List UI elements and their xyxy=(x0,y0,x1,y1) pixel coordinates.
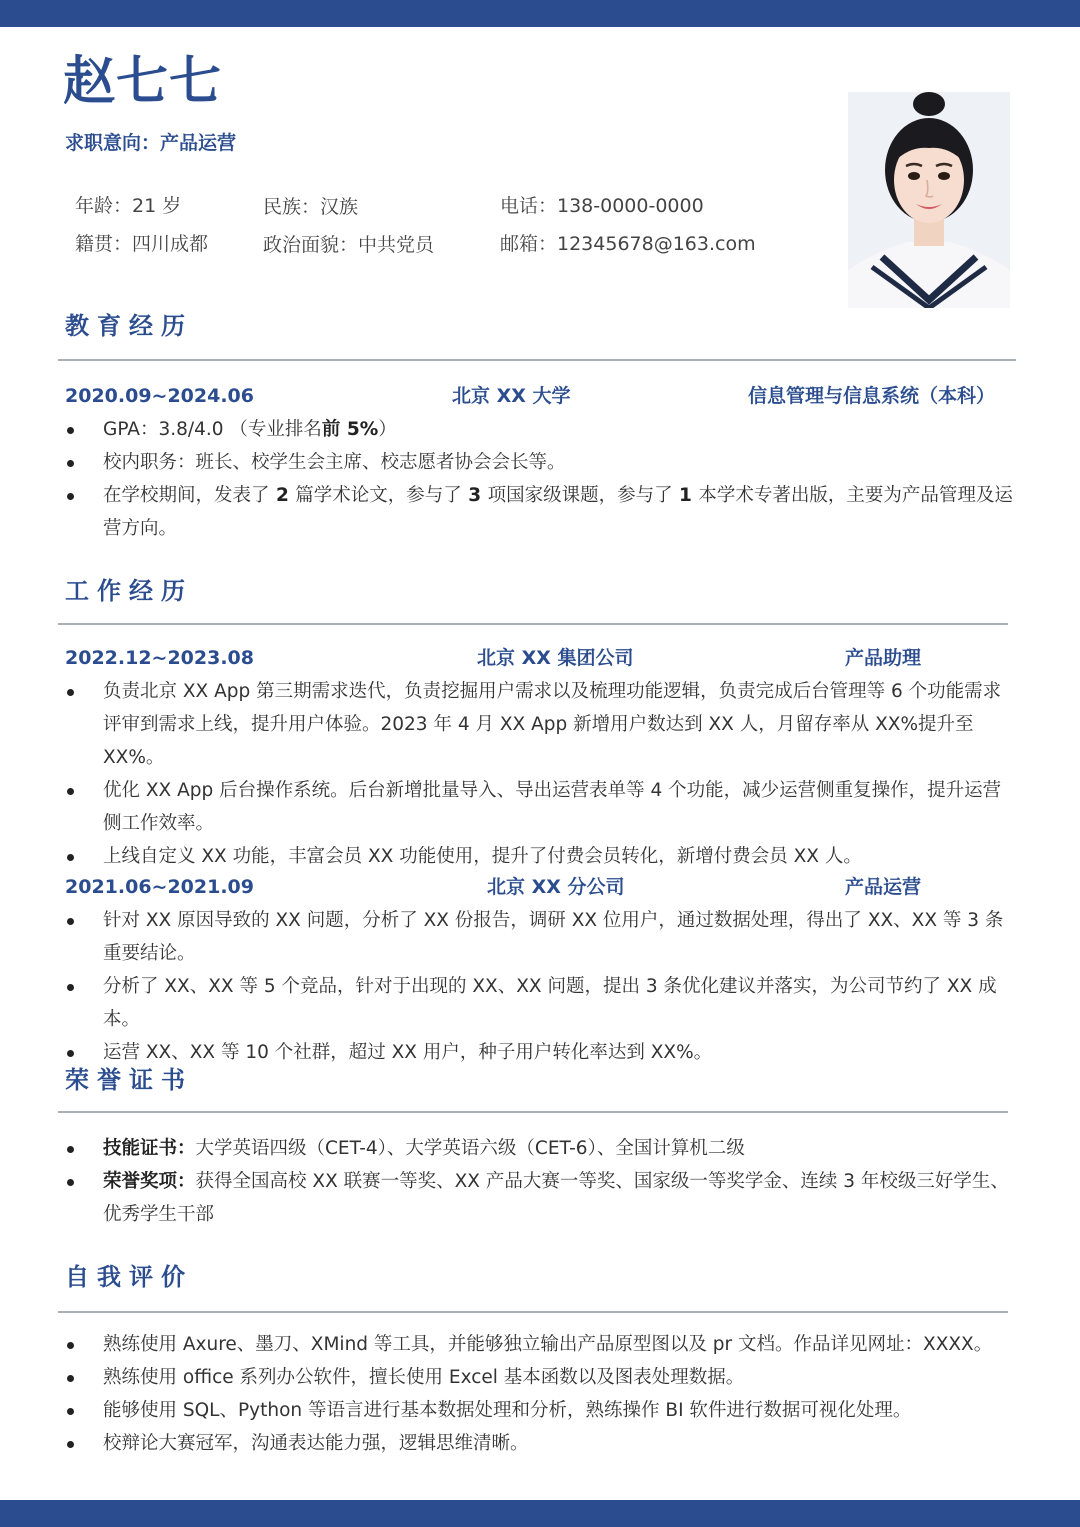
self-divider xyxy=(58,1311,1008,1313)
self-list xyxy=(65,1328,1017,1460)
list-item xyxy=(65,1394,1017,1427)
job2-company: 北京 XX 分公司 xyxy=(487,876,625,898)
honors-divider xyxy=(58,1111,1008,1113)
list-item xyxy=(65,675,1017,774)
research-text-a: 在学校期间，发表了 xyxy=(103,485,270,506)
education-list xyxy=(65,413,1017,545)
bottom-accent-bar xyxy=(0,1500,1080,1527)
info-phone: 电话：138-0000-0000 xyxy=(500,195,704,217)
gpa-rank: 前 5% xyxy=(321,419,379,440)
list-item xyxy=(65,1165,1017,1231)
self-section-title: 自我评价 xyxy=(65,1263,193,1291)
bullet-icon xyxy=(67,1342,74,1349)
self-item: 熟练使用 office 系列办公软件，擅长使用 Excel 基本函数以及图表处理数据。 xyxy=(103,1367,745,1388)
bullet-icon xyxy=(67,427,74,434)
work-section-title: 工作经历 xyxy=(65,577,193,605)
bullet-icon xyxy=(67,689,74,696)
campus-roles: 校内职务：班长、校学生会主席、校志愿者协会会长等。 xyxy=(103,452,566,473)
profile-photo xyxy=(848,92,1010,308)
list-item xyxy=(65,1036,1017,1069)
candidate-name: 赵七七 xyxy=(63,52,223,112)
education-divider xyxy=(58,359,1016,361)
bullet-icon xyxy=(67,984,74,991)
list-item xyxy=(65,413,1017,446)
job1-item: 优化 XX App 后台操作系统。后台新增批量导入、导出运营表单等 4 个功能，减少运营侧重复操作，提升运营侧工作效率。 xyxy=(103,780,1002,834)
list-item xyxy=(65,904,1017,970)
list-item xyxy=(65,970,1017,1036)
bullet-icon xyxy=(67,493,74,500)
bullet-icon xyxy=(67,918,74,925)
job1-list xyxy=(65,675,1017,873)
job-intent: 求职意向：产品运营 xyxy=(65,132,237,154)
list-item xyxy=(65,1427,1017,1460)
cert-label: 技能证书： xyxy=(103,1138,196,1159)
self-item: 熟练使用 Axure、墨刀、XMind 等工具，并能够独立输出产品原型图以及 pr 文档。作品详见网址：XXXX。 xyxy=(103,1334,993,1355)
list-item xyxy=(65,840,1017,873)
education-section-title: 教育经历 xyxy=(65,312,193,340)
job2-item: 针对 XX 原因导致的 XX 问题，分析了 XX 份报告，调研 XX 位用户，通过数据处理，得出了 XX、XX 等 3 条重要结论。 xyxy=(103,910,1004,964)
info-age: 年龄：21 岁 xyxy=(75,195,182,217)
work-divider xyxy=(58,623,1008,625)
education-school: 北京 XX 大学 xyxy=(452,385,571,407)
job1-item: 上线自定义 XX 功能，丰富会员 XX 功能使用，提升了付费会员转化，新增付费会员 XX 人。 xyxy=(103,846,862,867)
job2-item: 运营 XX、XX 等 10 个社群，超过 XX 用户，种子用户转化率达到 XX%。 xyxy=(103,1042,713,1063)
bullet-icon xyxy=(67,1408,74,1415)
list-item xyxy=(65,446,1017,479)
portrait-illustration xyxy=(848,92,1010,308)
project-count: 3 xyxy=(461,485,488,506)
honors-section-title: 荣誉证书 xyxy=(65,1066,193,1094)
bullet-icon xyxy=(67,1146,74,1153)
self-item: 校辩论大赛冠军，沟通表达能力强，逻辑思维清晰。 xyxy=(103,1433,529,1454)
self-item: 能够使用 SQL、Python 等语言进行基本数据处理和分析，熟练操作 BI 软件进行数据可视化处理。 xyxy=(103,1400,912,1421)
job1-role: 产品助理 xyxy=(845,647,922,669)
info-ethnicity: 民族：汉族 xyxy=(263,196,359,218)
job2-item: 分析了 XX、XX 等 5 个竞品，针对于出现的 XX、XX 问题，提出 3 条优化建议并落实，为公司节约了 XX 成本。 xyxy=(103,976,997,1030)
bullet-icon xyxy=(67,1179,74,1186)
education-period: 2020.09~2024.06 xyxy=(65,385,254,407)
book-count: 1 xyxy=(672,485,699,506)
award-text: 获得全国高校 XX 联赛一等奖、XX 产品大赛一等奖、国家级一等奖学金、连续 3 年校级三好学生、优秀学生干部 xyxy=(103,1171,1009,1225)
info-email: 邮箱：12345678@163.com xyxy=(500,233,756,255)
bullet-icon xyxy=(67,1050,74,1057)
job2-list xyxy=(65,904,1017,1069)
list-item xyxy=(65,1328,1017,1361)
gpa-suffix: ） xyxy=(378,419,397,440)
paper-count: 2 xyxy=(269,485,296,506)
honors-list xyxy=(65,1132,1017,1231)
cert-text: 大学英语四级（CET-4）、大学英语六级（CET-6）、全国计算机二级 xyxy=(195,1138,745,1159)
list-item xyxy=(65,774,1017,840)
list-item xyxy=(65,1132,1017,1165)
research-text-c: 项国家级课题，参与了 xyxy=(487,485,673,506)
award-label: 荣誉奖项： xyxy=(103,1171,196,1192)
gpa-text: GPA：3.8/4.0 （专业排名 xyxy=(103,419,322,440)
bullet-icon xyxy=(67,1375,74,1382)
info-political: 政治面貌：中共党员 xyxy=(263,234,435,256)
job1-period: 2022.12~2023.08 xyxy=(65,647,254,669)
info-hometown: 籍贯：四川成都 xyxy=(75,233,209,255)
bullet-icon xyxy=(67,460,74,467)
bullet-icon xyxy=(67,854,74,861)
job2-role: 产品运营 xyxy=(845,876,922,898)
research-text-b: 篇学术论文，参与了 xyxy=(295,485,462,506)
list-item xyxy=(65,1361,1017,1394)
bullet-icon xyxy=(67,788,74,795)
job1-item: 负责北京 XX App 第三期需求迭代，负责挖掘用户需求以及梳理功能逻辑，负责完成后台管理等 6 个功能需求评审到需求上线，提升用户体验。2023 年 4 月 XX App 新增用户数达到 XX 人，月留存率从 XX%提升至 XX%。 xyxy=(103,681,1002,768)
top-accent-bar xyxy=(0,0,1080,27)
bullet-icon xyxy=(67,1441,74,1448)
job1-company: 北京 XX 集团公司 xyxy=(477,647,634,669)
job2-period: 2021.06~2021.09 xyxy=(65,876,254,898)
list-item xyxy=(65,479,1017,545)
education-major: 信息管理与信息系统（本科） xyxy=(748,385,996,407)
research-text-d: 本学术专著出版，主要为产品管理及运营方向。 xyxy=(103,485,1013,539)
